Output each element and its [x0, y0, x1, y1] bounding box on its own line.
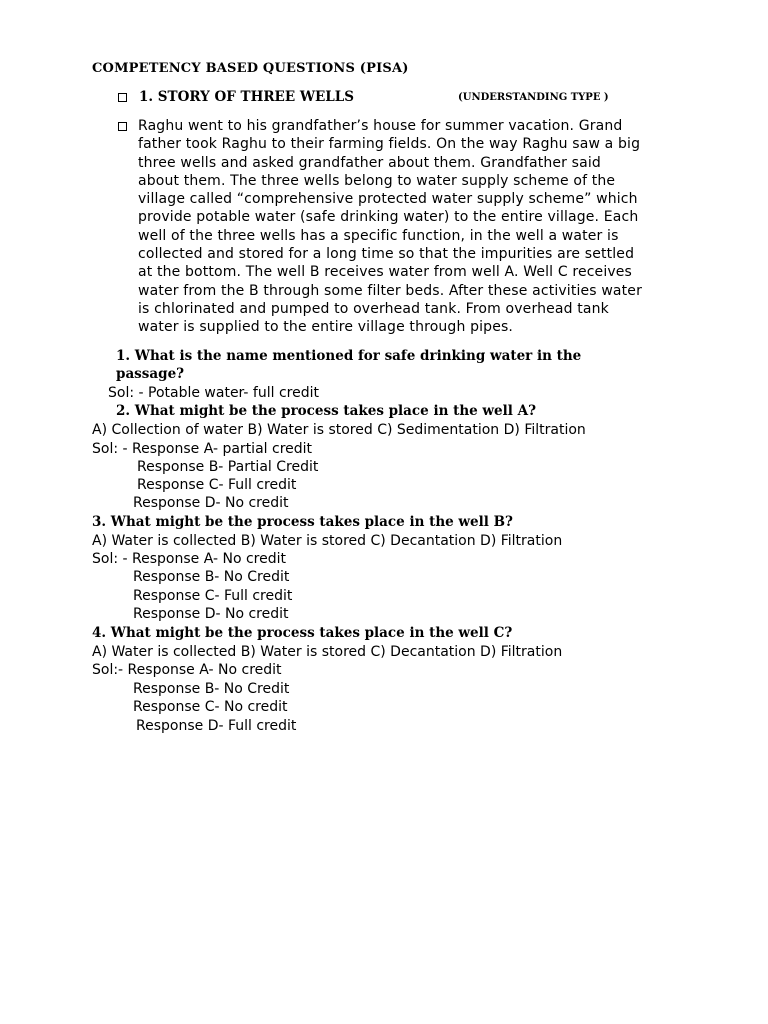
story-passage — [138, 117, 698, 337]
question-4: 4. What might be the process takes place in the well C? — [92, 625, 513, 641]
answer-2-response-b: Response B- Partial Credit — [137, 459, 319, 475]
question-4-options: A) Water is collected B) Water is stored C) Decantation D) Filtration — [92, 644, 563, 660]
passage-line: at the bottom. The well B receives water from well A. Well C receives — [138, 264, 633, 281]
question-3: 3. What might be the process takes place in the well B? — [92, 514, 513, 530]
answer-4-response-b: Response B- No Credit — [133, 681, 290, 697]
answer-3-response-c: Response C- Full credit — [133, 588, 293, 604]
question-3-options: A) Water is collected B) Water is stored C) Decantation D) Filtration — [92, 533, 563, 549]
passage-line: father took Raghu to their farming fields. On the way Raghu saw a big — [138, 136, 641, 153]
answer-4-response-c: Response C- No credit — [133, 699, 288, 715]
question-1-continued: passage? — [116, 366, 185, 382]
question-2-options: A) Collection of water B) Water is stored C) Sedimentation D) Filtration — [92, 422, 586, 438]
answer-1: Sol: - Potable water- full credit — [108, 385, 319, 401]
passage-line: three wells and asked grandfather about them. Grandfather said — [138, 154, 601, 171]
answer-2-response-c: Response C- Full credit — [137, 477, 297, 493]
answer-2-response-d: Response D- No credit — [133, 495, 289, 511]
answer-4-response-a: Sol:- Response A- No credit — [92, 662, 282, 678]
passage-line: Raghu went to his grandfather’s house for summer vacation. Grand — [138, 118, 623, 134]
story-title: 1. STORY OF THREE WELLS — [139, 89, 355, 105]
checkbox-bullet-icon — [118, 93, 127, 102]
passage-line: water is supplied to the entire village through pipes. — [138, 319, 514, 336]
passage-line: is chlorinated and pumped to overhead tank. From overhead tank — [138, 300, 609, 317]
passage-line: water from the B through some filter beds. After these activities water — [138, 282, 642, 299]
answer-4-response-d: Response D- Full credit — [136, 718, 297, 734]
passage-line: collected and stored for a long time so that the impurities are settled — [138, 246, 635, 263]
question-2: 2. What might be the process takes place in the well A? — [116, 403, 536, 419]
answer-3-response-d: Response D- No credit — [133, 606, 289, 622]
answer-3-response-b: Response B- No Credit — [133, 569, 290, 585]
main-heading: COMPETENCY BASED QUESTIONS (PISA) — [92, 61, 409, 76]
passage-line: about them. The three wells belong to water supply scheme of the — [138, 172, 616, 189]
story-type-label: (UNDERSTANDING TYPE ) — [458, 92, 609, 103]
passage-line: provide potable water (safe drinking water) to the entire village. Each — [138, 209, 639, 226]
passage-line: village called “comprehensive protected water supply scheme” which — [138, 191, 638, 208]
answer-2-response-a: Sol: - Response A- partial credit — [92, 441, 313, 457]
checkbox-bullet-icon — [118, 122, 127, 131]
passage-line: well of the three wells has a specific function, in the well a water is — [138, 227, 619, 244]
question-1: 1. What is the name mentioned for safe drinking water in the — [116, 348, 582, 364]
answer-3-response-a: Sol: - Response A- No credit — [92, 551, 286, 567]
